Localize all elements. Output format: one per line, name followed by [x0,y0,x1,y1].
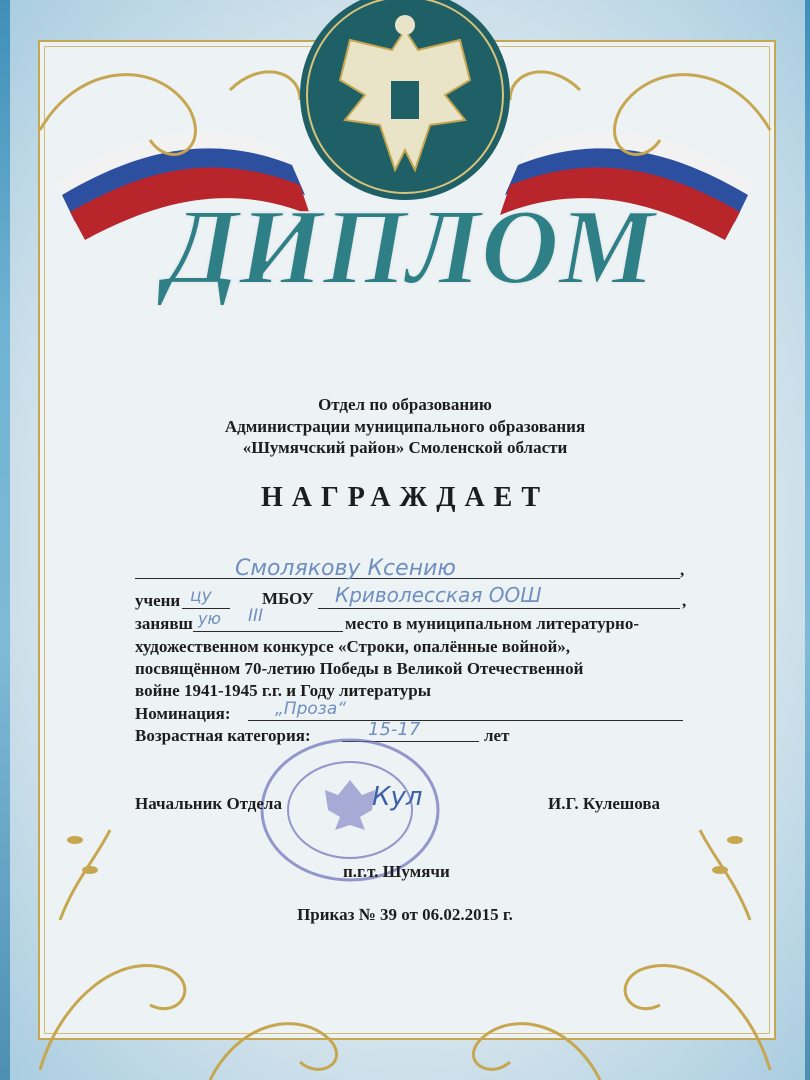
age-label: Возрастная категория: [135,726,311,745]
text-line-4: войне 1941-1945 г.г. и Году литературы [135,681,432,700]
took-label: занявш [135,614,193,633]
order: Приказ № 39 от 06.02.2015 г. [297,905,513,924]
took-underline [193,631,343,632]
org-line-1: Отдел по образованию [318,395,492,414]
recipient-name: Смолякову Ксению [235,556,456,581]
place-number: III [248,606,264,626]
city: п.г.т. Шумячи [343,862,450,881]
signer-name: И.Г. Кулешова [548,794,661,813]
recipient-comma: , [680,560,685,579]
school-label: МБОУ [262,589,314,608]
text-line-1: место в муниципальном литературно- [345,614,639,633]
gold-ornament-icon [40,830,770,1080]
footer-decoration [0,800,810,1080]
student-suffix: цу [190,586,212,606]
student-label: учени [135,591,181,610]
diploma-title-text: ДИПЛОМ [165,188,655,307]
org-line-2: Администрации муниципального образования [224,417,586,436]
signer-title: Начальник Отдела [135,794,282,813]
age-value: 15-17 [368,719,421,740]
took-suffix: ую [198,609,221,628]
text-line-3: посвящённом 70-летию Победы в Великой Отечественной [135,659,584,678]
awards-heading: НАГРАЖДАЕТ [260,482,550,513]
gold-leaves-icon [67,836,743,874]
school-underline [318,608,680,609]
text-line-2: художественном конкурсе «Строки, опалённые войной», [135,637,570,656]
school-name: Криволесская ООШ [335,583,542,607]
nomination-label: Номинация: [135,704,231,723]
org-line-3: «Шумячский район» Смоленской области [242,438,568,457]
age-unit: лет [484,726,510,745]
nomination-underline [248,720,683,721]
signature: Кул [372,782,423,812]
coat-of-arms-icon [300,0,510,200]
nomination-value: „Проза“ [275,699,347,719]
school-comma: , [682,591,687,610]
diploma-title [150,178,670,308]
